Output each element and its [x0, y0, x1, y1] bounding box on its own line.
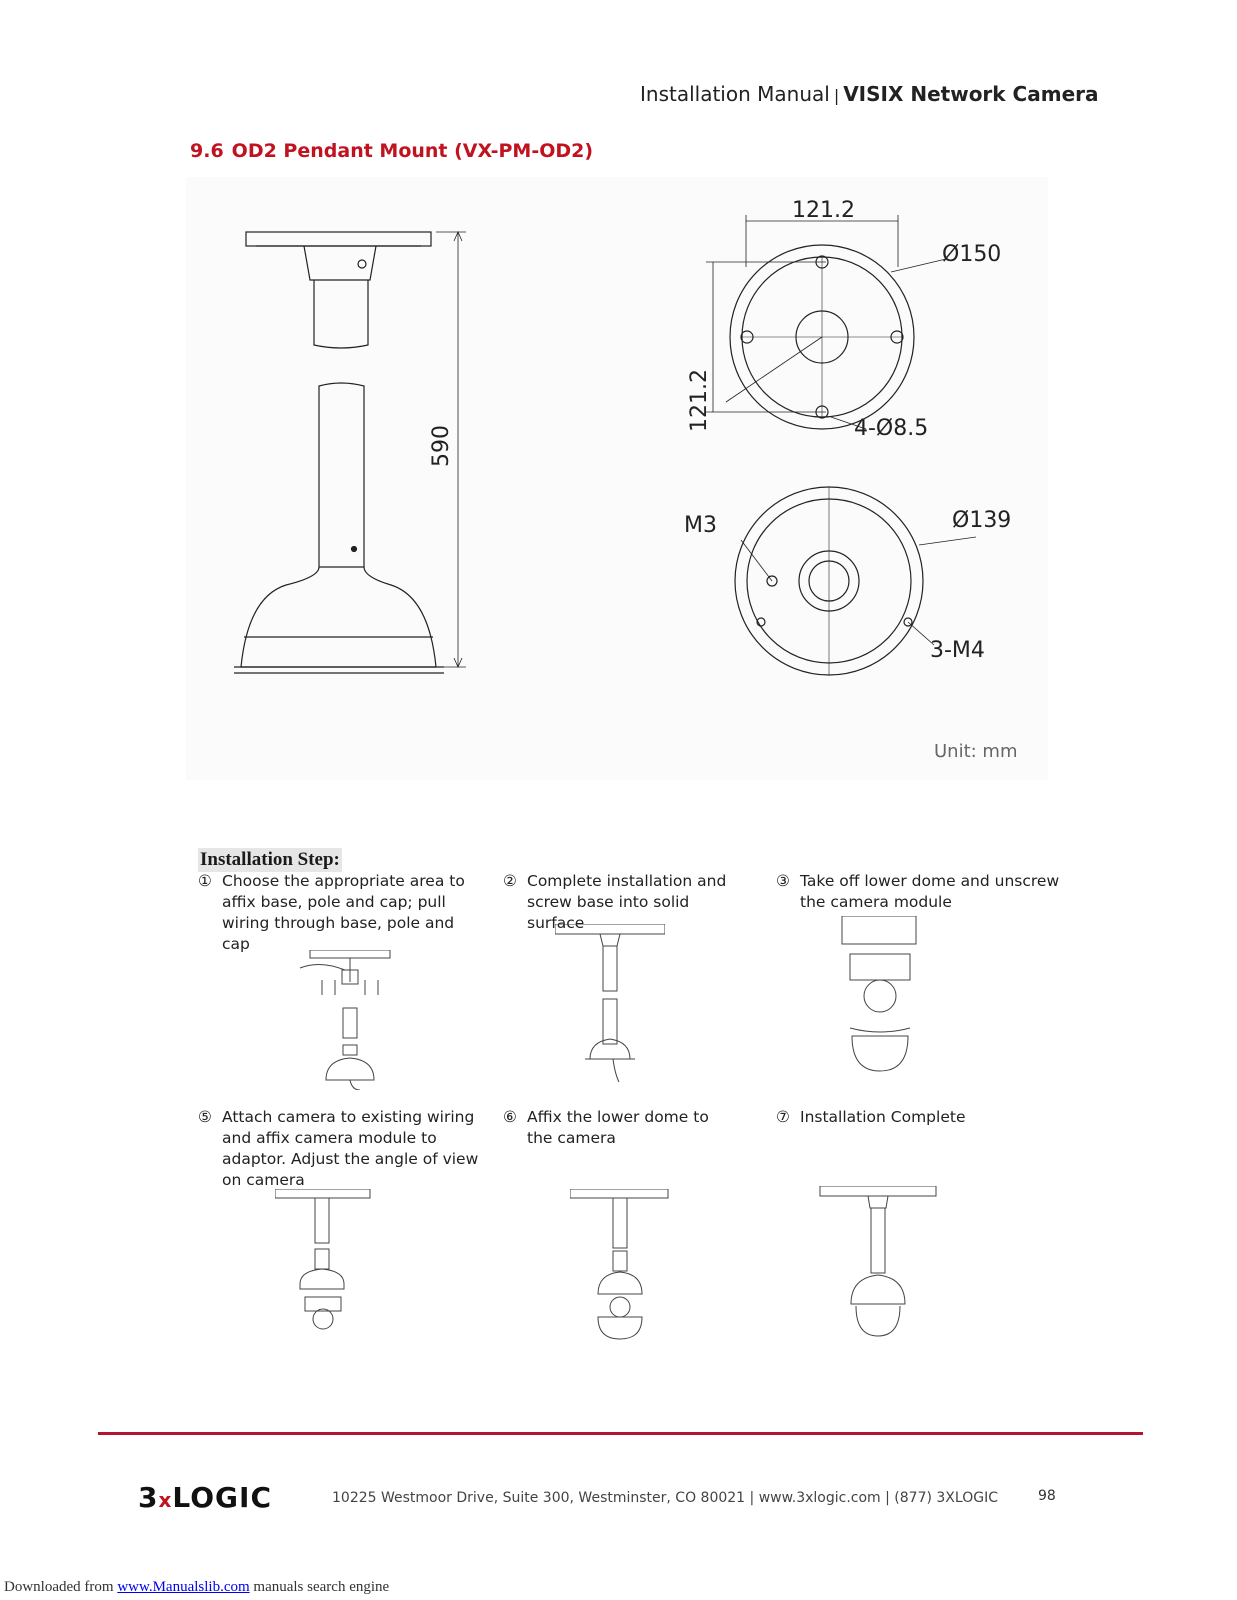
- footer-rule: [98, 1432, 1143, 1435]
- section-number: 9.6: [190, 140, 224, 162]
- pole-upper: [314, 280, 368, 348]
- hole-spec: 4-Ø8.5: [854, 416, 929, 441]
- step-1-illustration: [290, 950, 410, 1090]
- download-prefix: Downloaded from: [4, 1579, 118, 1595]
- step-text: Attach camera to existing wiring and affix camera module to adaptor. Adjust the angle of view on camera: [222, 1108, 479, 1189]
- step-text: Choose the appropriate area to affix base, pole and cap; pull wiring through base, pole and cap: [222, 872, 465, 953]
- top-diameter: Ø150: [942, 242, 1002, 267]
- height-dimension: 590: [429, 425, 454, 467]
- step-number: ③: [776, 872, 790, 890]
- logo-suffix: LOGIC: [172, 1481, 272, 1514]
- section-title: [190, 140, 593, 162]
- bottom-diameter: Ø139: [952, 508, 1012, 533]
- step-text: Affix the lower dome to the camera: [527, 1108, 709, 1147]
- logo-x: x: [158, 1488, 173, 1512]
- step-7: [776, 1107, 1076, 1128]
- manualslib-link[interactable]: www.Manualslib.com: [117, 1579, 250, 1595]
- mount-plate: [246, 232, 431, 246]
- step-5: [198, 1107, 498, 1191]
- width-dimension: 121.2: [792, 198, 855, 223]
- logo-prefix: 3: [138, 1481, 159, 1514]
- company-logo: [138, 1481, 272, 1514]
- step-number: ②: [503, 872, 517, 890]
- thread-m4: 3-M4: [930, 638, 985, 663]
- pendant-cap: [241, 567, 436, 667]
- side-dimension: 121.2: [687, 369, 712, 432]
- step-number: ①: [198, 872, 212, 890]
- pole-lower: [319, 383, 364, 567]
- download-suffix: manuals search engine: [249, 1579, 390, 1595]
- step-1: [198, 871, 498, 955]
- download-notice: [4, 1579, 389, 1596]
- step-number: ⑤: [198, 1108, 212, 1126]
- step-2-illustration: [555, 924, 665, 1084]
- step-6: [503, 1107, 743, 1149]
- thread-m3: M3: [684, 513, 717, 538]
- installation-heading: Installation Step:: [200, 849, 340, 870]
- step-number: ⑦: [776, 1108, 790, 1126]
- step-text: Installation Complete: [800, 1108, 966, 1126]
- step-6-illustration: [570, 1189, 670, 1359]
- header-separator: |: [833, 86, 840, 105]
- step-text: Complete installation and screw base into solid surface: [527, 872, 727, 932]
- product-name: VISIX Network Camera: [843, 82, 1099, 106]
- step-5-illustration: [275, 1189, 375, 1339]
- step-number: ⑥: [503, 1108, 517, 1126]
- page-number: 98: [1038, 1488, 1056, 1504]
- step-3-illustration: [840, 916, 920, 1076]
- step-7-illustration: [818, 1186, 938, 1346]
- page-header: [640, 82, 1099, 106]
- mount-collar: [304, 246, 376, 280]
- step-3: [776, 871, 1076, 913]
- unit-label: Unit: mm: [934, 741, 1018, 762]
- dimension-drawing: [186, 177, 1048, 780]
- section-name: OD2 Pendant Mount (VX-PM-OD2): [231, 140, 594, 162]
- company-address: 10225 Westmoor Drive, Suite 300, Westminster, CO 80021 | www.3xlogic.com | (877) 3XLOGIC: [332, 1490, 998, 1506]
- step-text: Take off lower dome and unscrew the camera module: [800, 872, 1060, 911]
- manual-title: Installation Manual: [640, 82, 830, 106]
